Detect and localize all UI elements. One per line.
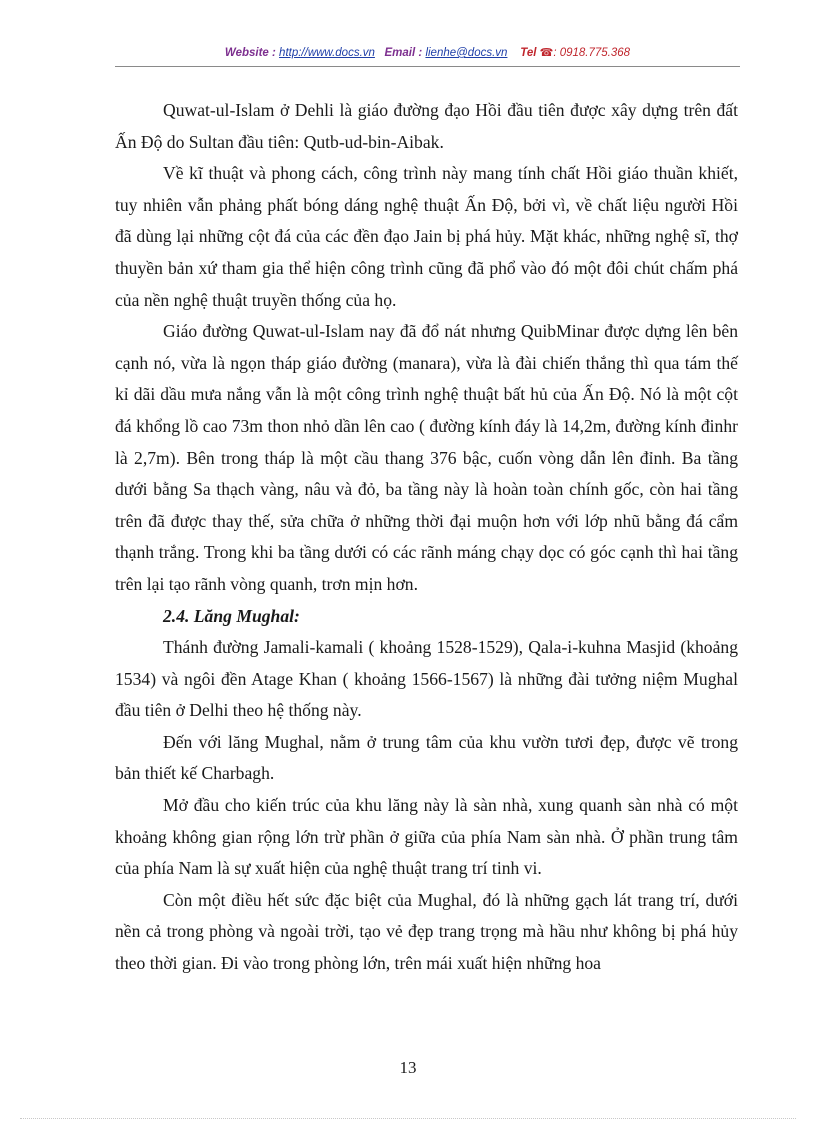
paragraph: Còn một điều hết sức đặc biệt của Mughal, đó là những gạch lát trang trí, dưới nền cả trong phòng và ngoài trời, tạo vẻ đẹp trang trọng mà hầu như không bị phá hủy theo thời gian. Đi vào trong phòng lớn, trên mái xuất hiện những hoa <box>115 889 738 974</box>
phone-icon: ☎ <box>539 47 554 59</box>
section-heading: 2.4. Lăng Mughal: <box>163 605 300 626</box>
paragraph: Đến với lăng Mughal, nằm ở trung tâm của khu vườn tươi đẹp, được vẽ trong bản thiết kế Charbagh. <box>115 731 738 784</box>
website-label: Website : <box>224 47 276 59</box>
page-number: 13 <box>399 1058 417 1077</box>
page-bottom-border <box>20 1118 796 1119</box>
paragraph: Về kĩ thuật và phong cách, công trình này mang tính chất Hồi giáo thuần khiết, tuy nhiên vẫn phảng phất bóng dáng nghệ thuật Ấn Độ, bởi vì, về chất liệu người Hồi đã dùng lại những cột đá của các đền đạo Jain bị phá hủy. Mặt khác, những nghệ sĩ, thợ thuyền bản xứ tham gia thể hiện công trình cũng đã phổ vào đó một đôi chút chấm phá của nền nghệ thuật truyền thống của họ. <box>115 163 738 310</box>
email-label: Email : <box>384 47 423 59</box>
email-link[interactable]: lienhe@docs.vn <box>425 47 508 59</box>
paragraph: Thánh đường Jamali-kamali ( khoảng 1528-1529), Qala-i-kuhna Masjid (khoảng 1534) và ngôi đền Atage Khan ( khoảng 1566-1567) là những đài tưởng niệm Mughal đầu tiên ở Delhi theo hệ thống này. <box>115 637 738 721</box>
document-body <box>115 95 738 980</box>
tel-label: Tel <box>520 47 537 59</box>
paragraph: Quwat-ul-Islam ở Dehli là giáo đường đạo Hồi đầu tiên được xây dựng trên đất Ấn Độ do Sultan đầu tiên: Qutb-ud-bin-Aibak. <box>115 100 738 152</box>
website-link[interactable]: http://www.docs.vn <box>279 47 375 59</box>
header-divider <box>115 66 740 67</box>
paragraph: Giáo đường Quwat-ul-Islam nay đã đổ nát nhưng QuibMinar được dựng lên bên cạnh nó, vừa là ngọn tháp giáo đường (manara), vừa là đài chiến thắng thì qua tám thế kỉ dãi dầu mưa nắng vẫn là một công trình nghệ thuật bất hủ của Ấn Độ. Nó là một cột đá khổng lồ cao 73m thon nhỏ dần lên cao ( đường kính đáy là 14,2m, đường kính đinhr là 2,7m). Bên trong tháp là một cầu thang 376 bậc, cuốn vòng dẫn lên đỉnh. Ba tầng dưới bằng Sa thạch vàng, nâu và đỏ, ba tầng này là hoàn toàn chính gốc, còn hai tầng trên đã được thay thế, sửa chữa ở những thời đại muộn hơn với lớp nhũ bằng đá cẩm thạnh trắng. Trong khi ba tầng dưới có các rãnh máng chạy dọc có góc cạnh thì hai tầng trên lại tạo rãnh vòng quanh, trơn mịn hơn. <box>115 321 738 594</box>
phone-number: : 0918.775.368 <box>553 47 631 59</box>
paragraph: Mở đầu cho kiến trúc của khu lăng này là sàn nhà, xung quanh sàn nhà có một khoảng không gian rộng lớn trừ phần ở giữa của phía Nam sàn nhà. Ở phần trung tâm của phía Nam là sự xuất hiện của nghệ thuật trang trí tinh vi. <box>115 795 738 879</box>
page-header <box>115 46 740 66</box>
